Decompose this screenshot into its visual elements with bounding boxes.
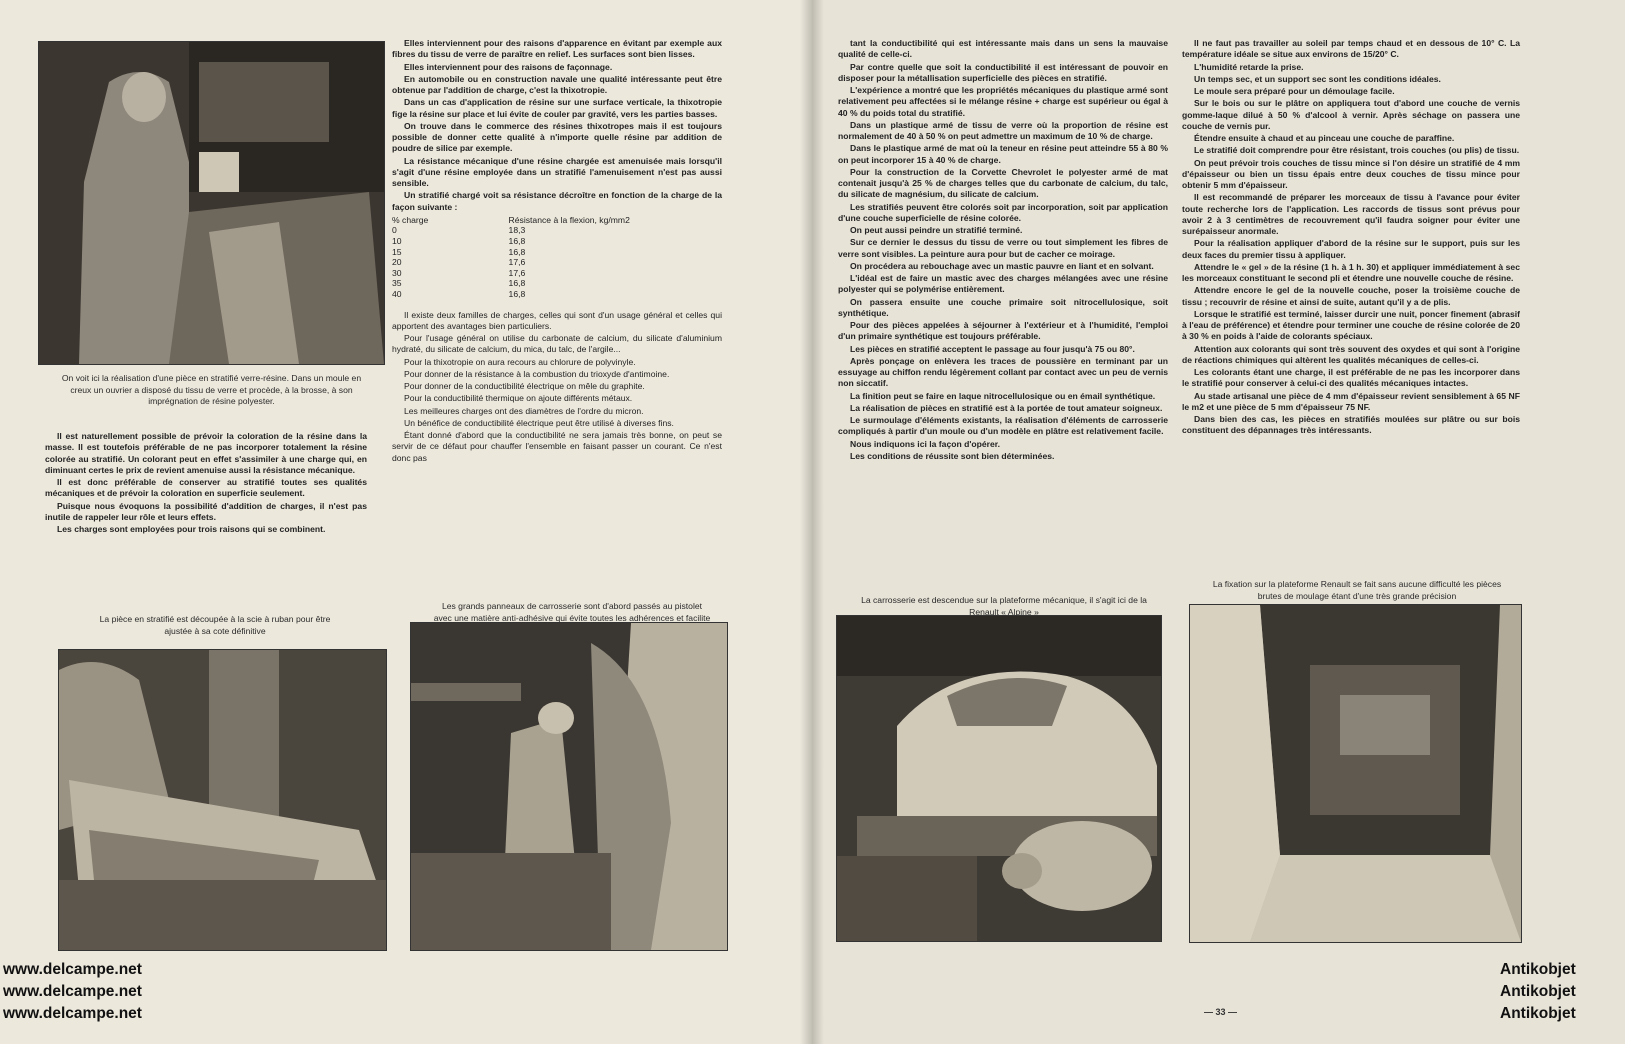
paragraph: Il est naturellement possible de prévoir la coloration de la résine dans la masse. Il est toutefois préférable de ne pas incorporer totalement la résine colorée au stratifié. Un colorant peut en effet s'assimiler à une charge qui, en diminuant certes le prix de revient amenuise aussi la résistance mécanique. <box>45 431 367 475</box>
paragraph: Pour la conductibilité thermique on ajoute différents métaux. <box>404 393 633 404</box>
paragraph: On peut prévoir trois couches de tissu mince si l'on désire un stratifié de 4 mm d'épaisseur ou bien un tissu épais entre deux couches de tissu mince pour obtenir 5 mm d'épaisseur. <box>1182 157 1520 190</box>
paragraph: Attendre le « gel » de la résine (1 h. à 1 h. 30) et appliquer immédiatement à sec les morceaux constituant le second pli et étendre une nouvelle couche de résine. <box>1182 261 1520 283</box>
paragraph: Par contre quelle que soit la conductibilité il est intéressant de pouvoir en disposer pour la métallisation superficielle des pièces en stratifié. <box>838 61 1168 83</box>
paragraph: L'expérience a montré que les propriétés mécaniques du plastique armé sont relativement peu affectées si le mélange résine + charge est supérieur ou égal à 40 % du poids total du stratifié. <box>838 85 1168 118</box>
paragraph: Pour la construction de la Corvette Chevrolet le polyester armé de mat contenait jusqu'à 25 % de charges telles que du carbonate de calcium, du talc, du silicate de magnésium, du silicate de calcium. <box>838 166 1168 200</box>
table-header-row <box>392 215 722 226</box>
charges-table <box>392 215 722 300</box>
table-cell: 10 <box>392 235 402 246</box>
table-cell: 16,8 <box>508 278 526 289</box>
caption-alpine: La carrosserie est descendue sur la plateforme mécanique, il s'agit ici de la Renault « Alpine » <box>861 595 1147 617</box>
paragraph: Étendre ensuite à chaud et au pinceau une couche de paraffine. <box>1194 133 1455 143</box>
paragraph: Il est recommandé de préparer les morceaux de tissu à l'avance pour éviter toute recherche lors de l'application. Les raccords de tissus sont prévus pour avoir 2 à 3 centimètres de recouvrement qu'il faudra soigner pour éviter une surépaisseur anormale. <box>1182 192 1520 236</box>
paragraph: L'idéal est de faire un mastic avec des charges mélangées avec une résine polyester qui se polymérise entièrement. <box>838 273 1168 295</box>
paragraph: Un stratifié chargé voit sa résistance décroître en fonction de la charge de la façon suivante : <box>392 190 722 212</box>
table-header: % charge <box>392 214 429 225</box>
table-header: Résistance à la flexion, kg/mm2 <box>508 214 630 225</box>
column-2-paragraphs-b <box>392 310 722 464</box>
paragraph: Le stratifié doit comprendre pour être résistant, trois couches (ou plis) de tissu. <box>1194 145 1520 156</box>
table-row <box>392 236 722 247</box>
table-row <box>392 289 722 300</box>
column-2-paragraphs-a <box>392 38 722 213</box>
table-cell: 16,8 <box>508 246 526 257</box>
paragraph: Le surmoulage d'éléments existants, la réalisation d'éléments de carrosserie compliqués à partir d'un moule ou d'un modèle en plâtre est relativement facile. <box>838 415 1168 437</box>
paragraph: Les stratifiés peuvent être colorés soit par incorporation, soit par application d'une couche superficielle de résine colorée. <box>838 201 1168 223</box>
paragraph: Dans un cas d'application de résine sur une surface verticale, la thixotropie fige la résine sur place et lui évite de couler par gravité, vers les parties basses. <box>392 97 722 119</box>
table-cell: 16,8 <box>508 288 526 299</box>
paragraph: La finition peut se faire en laque nitrocellulosique ou en émail synthétique. <box>850 390 1156 401</box>
table-cell: 15 <box>392 246 402 257</box>
paragraph: Les pièces en stratifié acceptent le passage au four jusqu'à 75 ou 80°. <box>850 343 1135 354</box>
paragraph: Dans bien des cas, les pièces en stratifiés moulées sur plâtre ou sur bois constituent des dépannages très intéressants. <box>1182 414 1520 436</box>
paragraph: Un bénéfice de conductibilité électrique peut être utilisé à diverses fins. <box>404 417 674 428</box>
photo-band-saw <box>58 649 387 951</box>
paragraph: Lorsque le stratifié est terminé, laisser durcir une nuit, poncer finement (abrasif à l'eau de préférence) et étendre pour terminer une couche de résine colorée de 20 à 30 % en poids à l'aide de colorants spéciaux. <box>1182 308 1520 342</box>
paragraph: Les charges sont employées pour trois raisons qui se combinent. <box>57 524 326 534</box>
left-page <box>0 0 812 1044</box>
column-3-paragraphs <box>838 38 1168 462</box>
paragraph: On procédera au rebouchage avec un mastic pauvre en liant et en solvant. <box>850 260 1154 271</box>
paragraph: tant la conductibilité qui est intéressante mais dans un sens la mauvaise qualité de celle-ci. <box>838 38 1168 60</box>
paragraph: Pour donner de la résistance à la combustion du trioxyde d'antimoine. <box>404 368 670 379</box>
photo-renault-platform-fixation <box>1189 604 1522 943</box>
watermark-right: Antikobjet <box>1500 1005 1576 1022</box>
paragraph: Sur le bois ou sur le plâtre on appliquera tout d'abord une couche de vernis gomme-laque dilué à 50 % d'alcool à vernir. Après séchage on passera une couche de vernis pur. <box>1182 98 1520 131</box>
paragraph: Puisque nous évoquons la possibilité d'addition de charges, il n'est pas inutile de rappeler leur rôle et leurs effets. <box>45 500 367 522</box>
paragraph: La résistance mécanique d'une résine chargée est amenuisée mais lorsqu'il s'agit d'une résine employée dans un stratifié l'amenuisement n'est pas aussi sensible. <box>392 155 722 188</box>
column-3-text <box>838 38 1168 463</box>
paragraph: Pour la réalisation appliquer d'abord de la résine sur le support, puis sur les deux faces du premier tissu à appliquer. <box>1182 238 1520 260</box>
paragraph: On peut aussi peindre un stratifié terminé. <box>850 225 1023 235</box>
caption-saw: La pièce en stratifié est découpée à la scie à ruban pour être ajustée à sa cote définitive <box>99 614 331 636</box>
paragraph: Sur ce dernier le dessus du tissu de verre ou tout simplement les fibres de verre sont visibles. La peinture aura pour but de cacher ce moirage. <box>838 237 1168 259</box>
watermark-left: www.delcampe.net <box>3 961 142 978</box>
table-cell: 30 <box>392 267 402 278</box>
paragraph: Pour donner de la conductibilité électrique on mêle du graphite. <box>404 381 645 391</box>
page-number: — 33 — <box>1204 1007 1238 1017</box>
paragraph: Pour la thixotropie on aura recours au chlorure de polyvinyle. <box>404 356 636 367</box>
paragraph: Elles interviennent pour des raisons de façonnage. <box>404 61 613 72</box>
table-cell: 35 <box>392 278 402 289</box>
paragraph: Le moule sera préparé pour un démoulage facile. <box>1194 86 1395 96</box>
table-cell: 0 <box>392 225 397 236</box>
caption-fixation: La fixation sur la plateforme Renault se fait sans aucune difficulté les pièces brutes de moulage étant d'une très grande précision <box>1212 579 1502 601</box>
column-1-text <box>45 431 367 536</box>
column-1-paragraphs <box>45 431 367 535</box>
table-cell: 17,6 <box>508 257 526 268</box>
table-row <box>392 257 722 268</box>
table-cell: 20 <box>392 257 402 268</box>
table-row <box>392 247 722 258</box>
paragraph: Elles interviennent pour des raisons d'apparence en évitant par exemple aux fibres du tissu de verre de paraître en relief. Les surfaces sont bien lisses. <box>392 38 722 60</box>
paragraph: Au stade artisanal une pièce de 4 mm d'épaisseur revient sensiblement à 65 NF le m2 et une pièce de 5 mm d'épaisseur 75 NF. <box>1182 390 1520 412</box>
table-cell: 40 <box>392 288 402 299</box>
column-4-paragraphs <box>1182 38 1520 437</box>
paragraph: Un temps sec, et un support sec sont les conditions idéales. <box>1194 73 1441 84</box>
paragraph: Pour l'usage général on utilise du carbonate de calcium, du silicate d'aluminium hydraté, du silicate de calcium, du mica, du talc, de l'argile... <box>392 333 722 355</box>
paragraph: On passera ensuite une couche primaire soit nitrocellulosique, soit synthétique. <box>838 296 1168 318</box>
table-cell: 17,6 <box>508 267 526 278</box>
paragraph: Dans un plastique armé de tissu de verre où la proportion de résine est normalement de 40 à 50 % on peut admettre un maximum de 10 % de charge. <box>838 119 1168 141</box>
caption-spray: Les grands panneaux de carrosserie sont d'abord passés au pistolet avec une matière anti-adhésive qui évite toutes les adhérences et facilite <box>433 601 711 623</box>
table-cell: 18,3 <box>508 225 526 236</box>
paragraph: Les conditions de réussite sont bien déterminées. <box>850 450 1055 461</box>
paragraph: Attendre encore le gel de la nouvelle couche, poser la troisième couche de tissu ; recouvrir de résine et ainsi de suite, autant qu'il y a de plis. <box>1182 285 1520 307</box>
table-row <box>392 225 722 236</box>
photo-spray-gun <box>410 622 728 951</box>
paragraph: Étant donné d'abord que la conductibilité ne sera jamais très bonne, on peut se servir de ce défaut pour chauffer l'ensemble en faisant passer un courant. Ce n'est donc pas <box>392 430 722 463</box>
table-cell: 16,8 <box>508 235 526 246</box>
paragraph: Attention aux colorants qui sont très souvent des oxydes et qui sont à l'origine de réactions chimiques qui altèrent les qualités mécaniques de celles-ci. <box>1182 343 1520 365</box>
watermark-right: Antikobjet <box>1500 983 1576 1000</box>
watermark-right: Antikobjet <box>1500 961 1576 978</box>
paragraph: Pour des pièces appelées à séjourner à l'extérieur et à l'humidité, l'emploi d'un primaire synthétique est toujours préférable. <box>838 320 1168 342</box>
right-page <box>812 0 1625 1044</box>
paragraph: L'humidité retarde la prise. <box>1194 61 1304 72</box>
paragraph: En automobile ou en construction navale une qualité intéressante peut être obtenue par l'addition de charge, c'est la thixotropie. <box>392 73 722 95</box>
watermark-left: www.delcampe.net <box>3 983 142 1000</box>
paragraph: Il existe deux familles de charges, celles qui sont d'un usage général et celles qui apportent des avantages bien particuliers. <box>392 309 722 331</box>
paragraph: On trouve dans le commerce des résines thixotropes mais il est toujours possible de donner cette qualité à n'importe quelle résine par addition de poudre de silice par exemple. <box>392 120 722 154</box>
paragraph: Après ponçage on enlèvera les traces de poussière en terminant par un essuyage au chiffon rendu légèrement collant par contact avec un peu de vernis non siccatif. <box>838 355 1168 389</box>
paragraph: Nous indiquons ici la façon d'opérer. <box>850 438 1001 449</box>
column-4-text <box>1182 38 1520 438</box>
paragraph: Il est donc préférable de conserver au stratifié toutes ses qualités mécaniques et de prévoir la coloration en superficie seulement. <box>45 477 367 499</box>
caption-worker: On voit ici la réalisation d'une pièce en stratifié verre-résine. Dans un moule en creux un ouvrier a disposé du tissu de verre et procède, à la brosse, à son imprégnation de résine polyester. <box>61 373 362 406</box>
photo-worker-brushing-resin <box>38 41 385 365</box>
paragraph: Dans le plastique armé de mat où la teneur en résine peut atteindre 55 à 80 % on peut incorporer 15 à 40 % de charge. <box>838 143 1168 165</box>
photo-renault-alpine-body <box>836 615 1162 942</box>
paragraph: La réalisation de pièces en stratifié est à la portée de tout amateur soigneux. <box>850 402 1163 413</box>
watermark-left: www.delcampe.net <box>3 1005 142 1022</box>
paragraph: Les colorants étant une charge, il est préférable de ne pas les incorporer dans le stratifié pour conserver à celui-ci des qualités mécaniques intactes. <box>1182 367 1520 389</box>
table-row <box>392 278 722 289</box>
column-2-text <box>392 38 722 465</box>
paragraph: Les meilleures charges ont des diamètres de l'ordre du micron. <box>404 405 644 416</box>
page-gutter <box>800 0 824 1044</box>
table-row <box>392 268 722 279</box>
paragraph: Il ne faut pas travailler au soleil par temps chaud et en dessous de 10° C. La température idéale se situe aux environs de 15/20° C. <box>1182 38 1520 60</box>
